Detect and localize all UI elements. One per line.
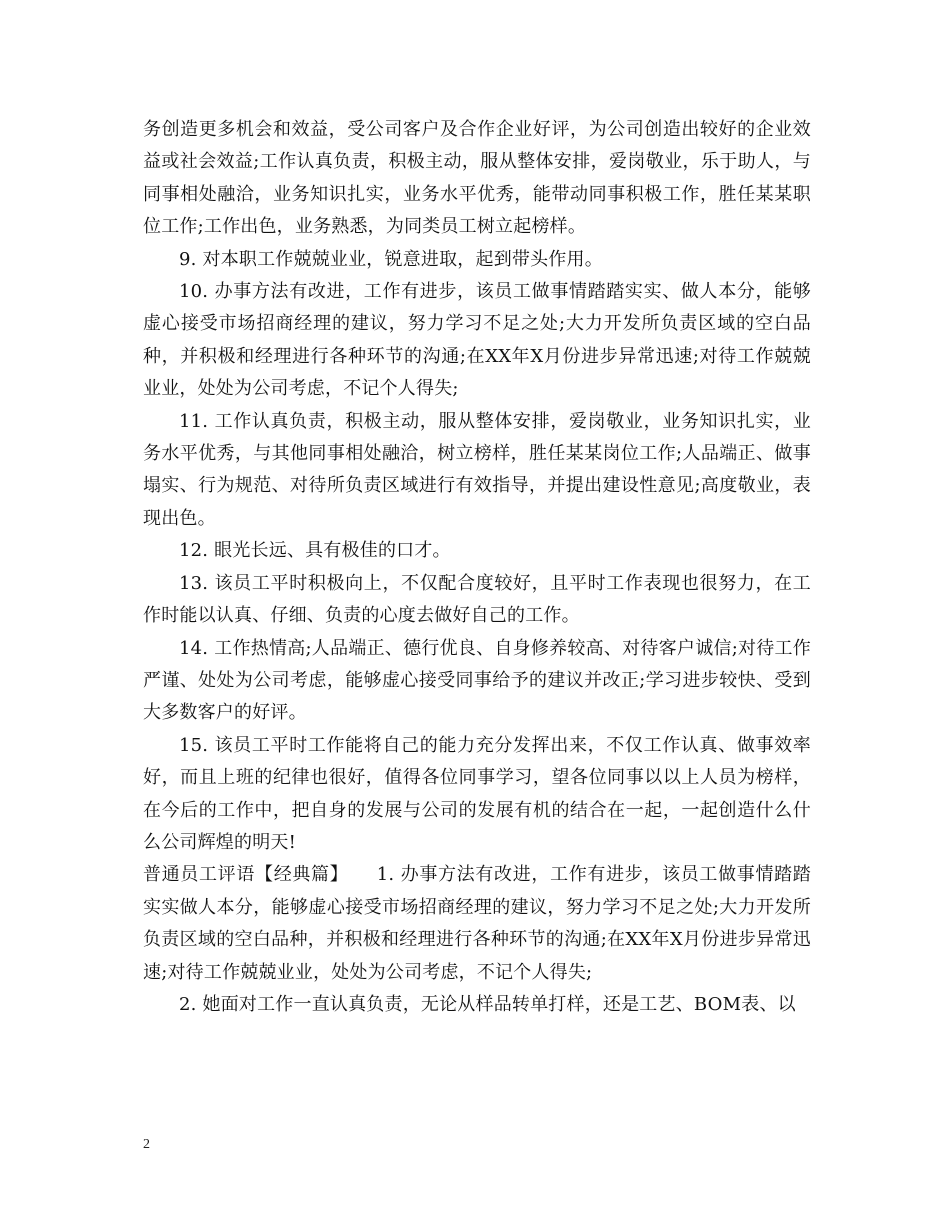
paragraph-continuation: 务创造更多机会和效益，受公司客户及合作企业好评，为公司创造出较好的企业效益或社会效益;工作认真负责，积极主动，服从整体安排，爱岗敬业，乐于助人，与同事相处融洽，业务知识扎实，业务水平优秀，能带动同事积极工作，胜任某某职位工作;工作出色，业务熟悉，为同类员工树立起榜样。 (143, 119, 811, 238)
paragraph-item-2: 2. 她面对工作一直认真负责，无论从样品转单打样，还是工艺、BOM表、以 (179, 993, 796, 1015)
paragraph-item-14: 14. 工作热情高;人品端正、德行优良、自身修养较高、对待客户诚信;对待工作严谨、处处为公司考虑，能够虚心接受同事给予的建议并改正;学习进步较快、受到大多数客户的好评。 (143, 637, 811, 724)
paragraph-item-10: 10. 办事方法有改进，工作有进步，该员工做事情踏踏实实、做人本分，能够虚心接受市场招商经理的建议，努力学习不足之处;大力开发所负责区域的空白品种，并积极和经理进行各种环节的沟通;在XX年X月份进步异常迅速;对待工作兢兢业业，处处为公司考虑，不记个人得失; (143, 281, 811, 400)
paragraph-item-12: 12. 眼光长远、具有极佳的口才。 (179, 540, 451, 562)
paragraph-section-heading-and-item-1: 普通员工评语【经典篇】 1. 办事方法有改进，工作有进步，该员工做事情踏踏实实做人本分，能够虚心接受市场招商经理的建议，努力学习不足之处;大力开发所负责区域的空白品种，并积极和经理进行各种环节的沟通;在XX年X月份进步异常迅速;对待工作兢兢业业，处处为公司考虑，不记个人得失; (143, 864, 811, 983)
paragraph-item-11: 11. 工作认真负责，积极主动，服从整体安排，爱岗敬业，业务知识扎实，业务水平优秀，与其他同事相处融洽，树立榜样，胜任某某岗位工作;人品端正、做事塌实、行为规范、对待所负责区域进行有效指导，并提出建设性意见;高度敬业，表现出色。 (143, 410, 811, 529)
paragraph-item-15: 15. 该员工平时工作能将自己的能力充分发挥出来，不仅工作认真、做事效率好，而且上班的纪律也很好，值得各位同事学习，望各位同事以以上人员为榜样，在今后的工作中，把自身的发展与公司的发展有机的结合在一起，一起创造什么什么公司辉煌的明天! (143, 734, 811, 853)
paragraph-item-9: 9. 对本职工作兢兢业业，锐意进取，起到带头作用。 (179, 248, 603, 270)
paragraph-item-13: 13. 该员工平时积极向上，不仅配合度较好，且平时工作表现也很努力，在工作时能以认真、仔细、负责的心度去做好自己的工作。 (143, 572, 811, 627)
document-body (143, 114, 811, 1021)
page-number: 2 (143, 1137, 150, 1152)
